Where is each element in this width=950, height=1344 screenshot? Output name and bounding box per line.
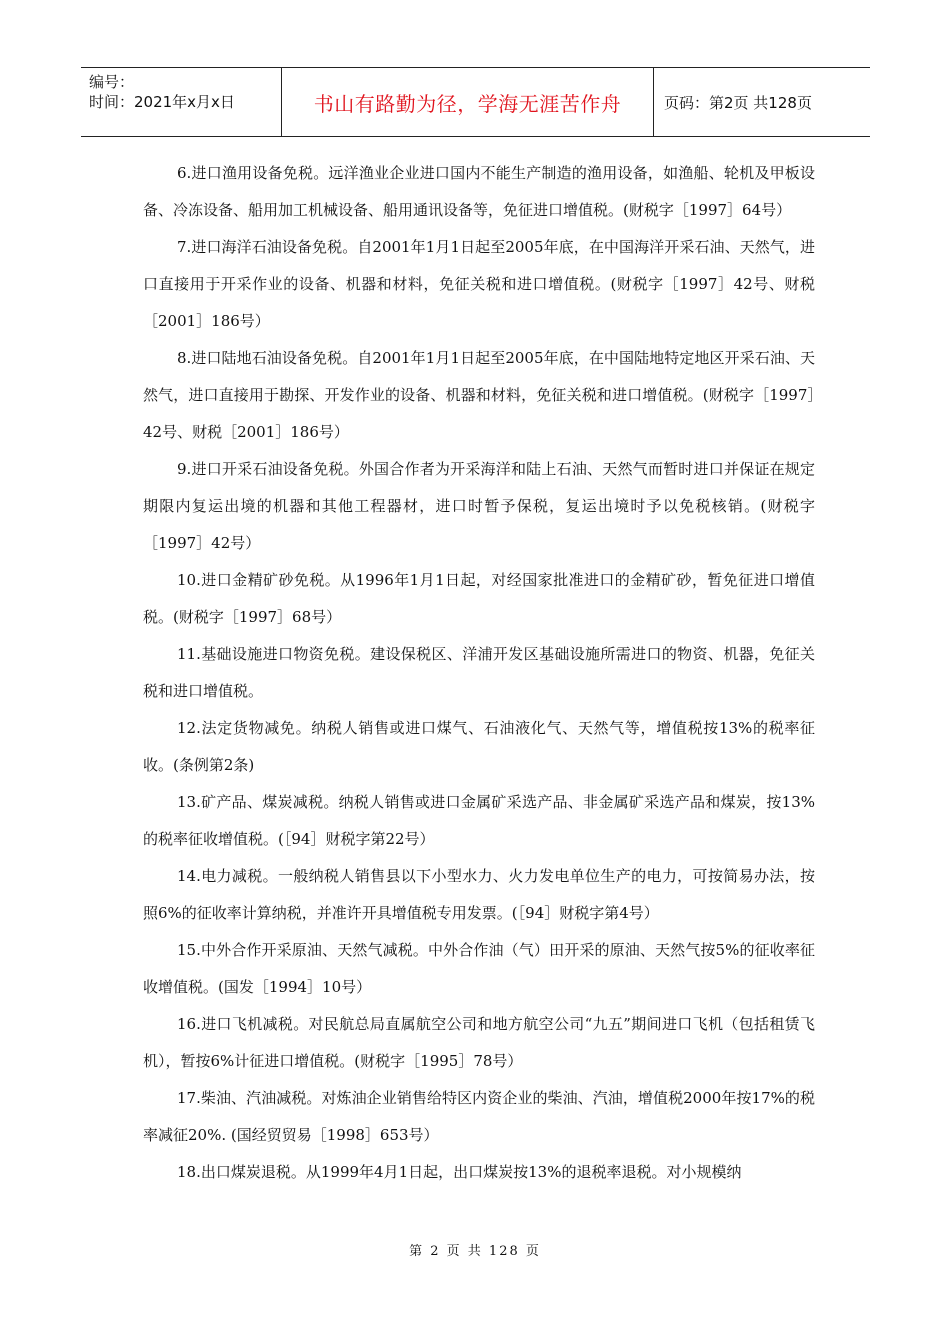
paragraph-9: 9.进口开采石油设备免税。外国合作者为开采海洋和陆上石油、天然气而暂时进口并保证在规定期限内复运出境的机器和其他工程器材，进口时暂予保税，复运出境时予以免税核销。(财税字［1997］42号）	[143, 460, 815, 552]
paragraph-7: 7.进口海洋石油设备免税。自2001年1月1日起至2005年底，在中国海洋开采石油、天然气，进口直接用于开采作业的设备、机器和材料，免征关税和进口增值税。(财税字［1997］42号、财税［2001］186号）	[143, 238, 815, 330]
time-label: 时间：2021年x月x日	[89, 93, 235, 111]
paragraph-16: 16.进口飞机减税。对民航总局直属航空公司和地方航空公司“九五”期间进口飞机（包括租赁飞机），暂按6%计征进口增值税。(财税字［1995］78号）	[143, 1015, 815, 1070]
paragraph-17: 17.柴油、汽油减税。对炼油企业销售给特区内资企业的柴油、汽油，增值税2000年按17%的税率减征20%. (国经贸贸易［1998］653号）	[143, 1089, 815, 1144]
paragraph-6: 6.进口渔用设备免税。远洋渔业企业进口国内不能生产制造的渔用设备，如渔船、轮机及甲板设备、冷冻设备、船用加工机械设备、船用通讯设备等，免征进口增值税。(财税字［1997］64号）	[143, 164, 815, 219]
page-header	[81, 67, 870, 137]
paragraph-12: 12.法定货物减免。纳税人销售或进口煤气、石油液化气、天然气等，增值税按13%的税率征收。(条例第2条)	[143, 719, 815, 774]
paragraph-8: 8.进口陆地石油设备免税。自2001年1月1日起至2005年底，在中国陆地特定地区开采石油、天然气，进口直接用于勘探、开发作业的设备、机器和材料，免征关税和进口增值税。(财税字［1997］42号、财税［2001］186号）	[143, 349, 815, 441]
header-motto: 书山有路勤为径，学海无涯苦作舟	[282, 68, 654, 136]
paragraph-18: 18.出口煤炭退税。从1999年4月1日起，出口煤炭按13%的退税率退税。对小规模纳	[177, 1163, 742, 1181]
paragraph-10: 10.进口金精矿砂免税。从1996年1月1日起，对经国家批准进口的金精矿砂，暂免征进口增值税。(财税字［1997］68号）	[143, 571, 815, 626]
paragraph-14: 14.电力减税。一般纳税人销售县以下小型水力、火力发电单位生产的电力，可按简易办法，按照6%的征收率计算纳税，并准许开具增值税专用发票。(［94］财税字第4号）	[143, 867, 815, 922]
paragraph-11: 11.基础设施进口物资免税。建设保税区、洋浦开发区基础设施所需进口的物资、机器，免征关税和进口增值税。	[143, 645, 815, 700]
serial-label: 编号：	[89, 73, 135, 91]
page-footer: 第 2 页 共 128 页	[409, 1244, 541, 1259]
paragraph-13: 13.矿产品、煤炭减税。纳税人销售或进口金属矿采选产品、非金属矿采选产品和煤炭，按13%的税率征收增值税。(［94］财税字第22号）	[143, 793, 815, 848]
header-meta	[81, 68, 282, 136]
document-body	[143, 155, 815, 1191]
header-page-info: 页码：第2页 共128页	[664, 93, 812, 112]
paragraph-15: 15.中外合作开采原油、天然气减税。中外合作油（气）田开采的原油、天然气按5%的征收率征收增值税。(国发［1994］10号）	[143, 941, 815, 996]
